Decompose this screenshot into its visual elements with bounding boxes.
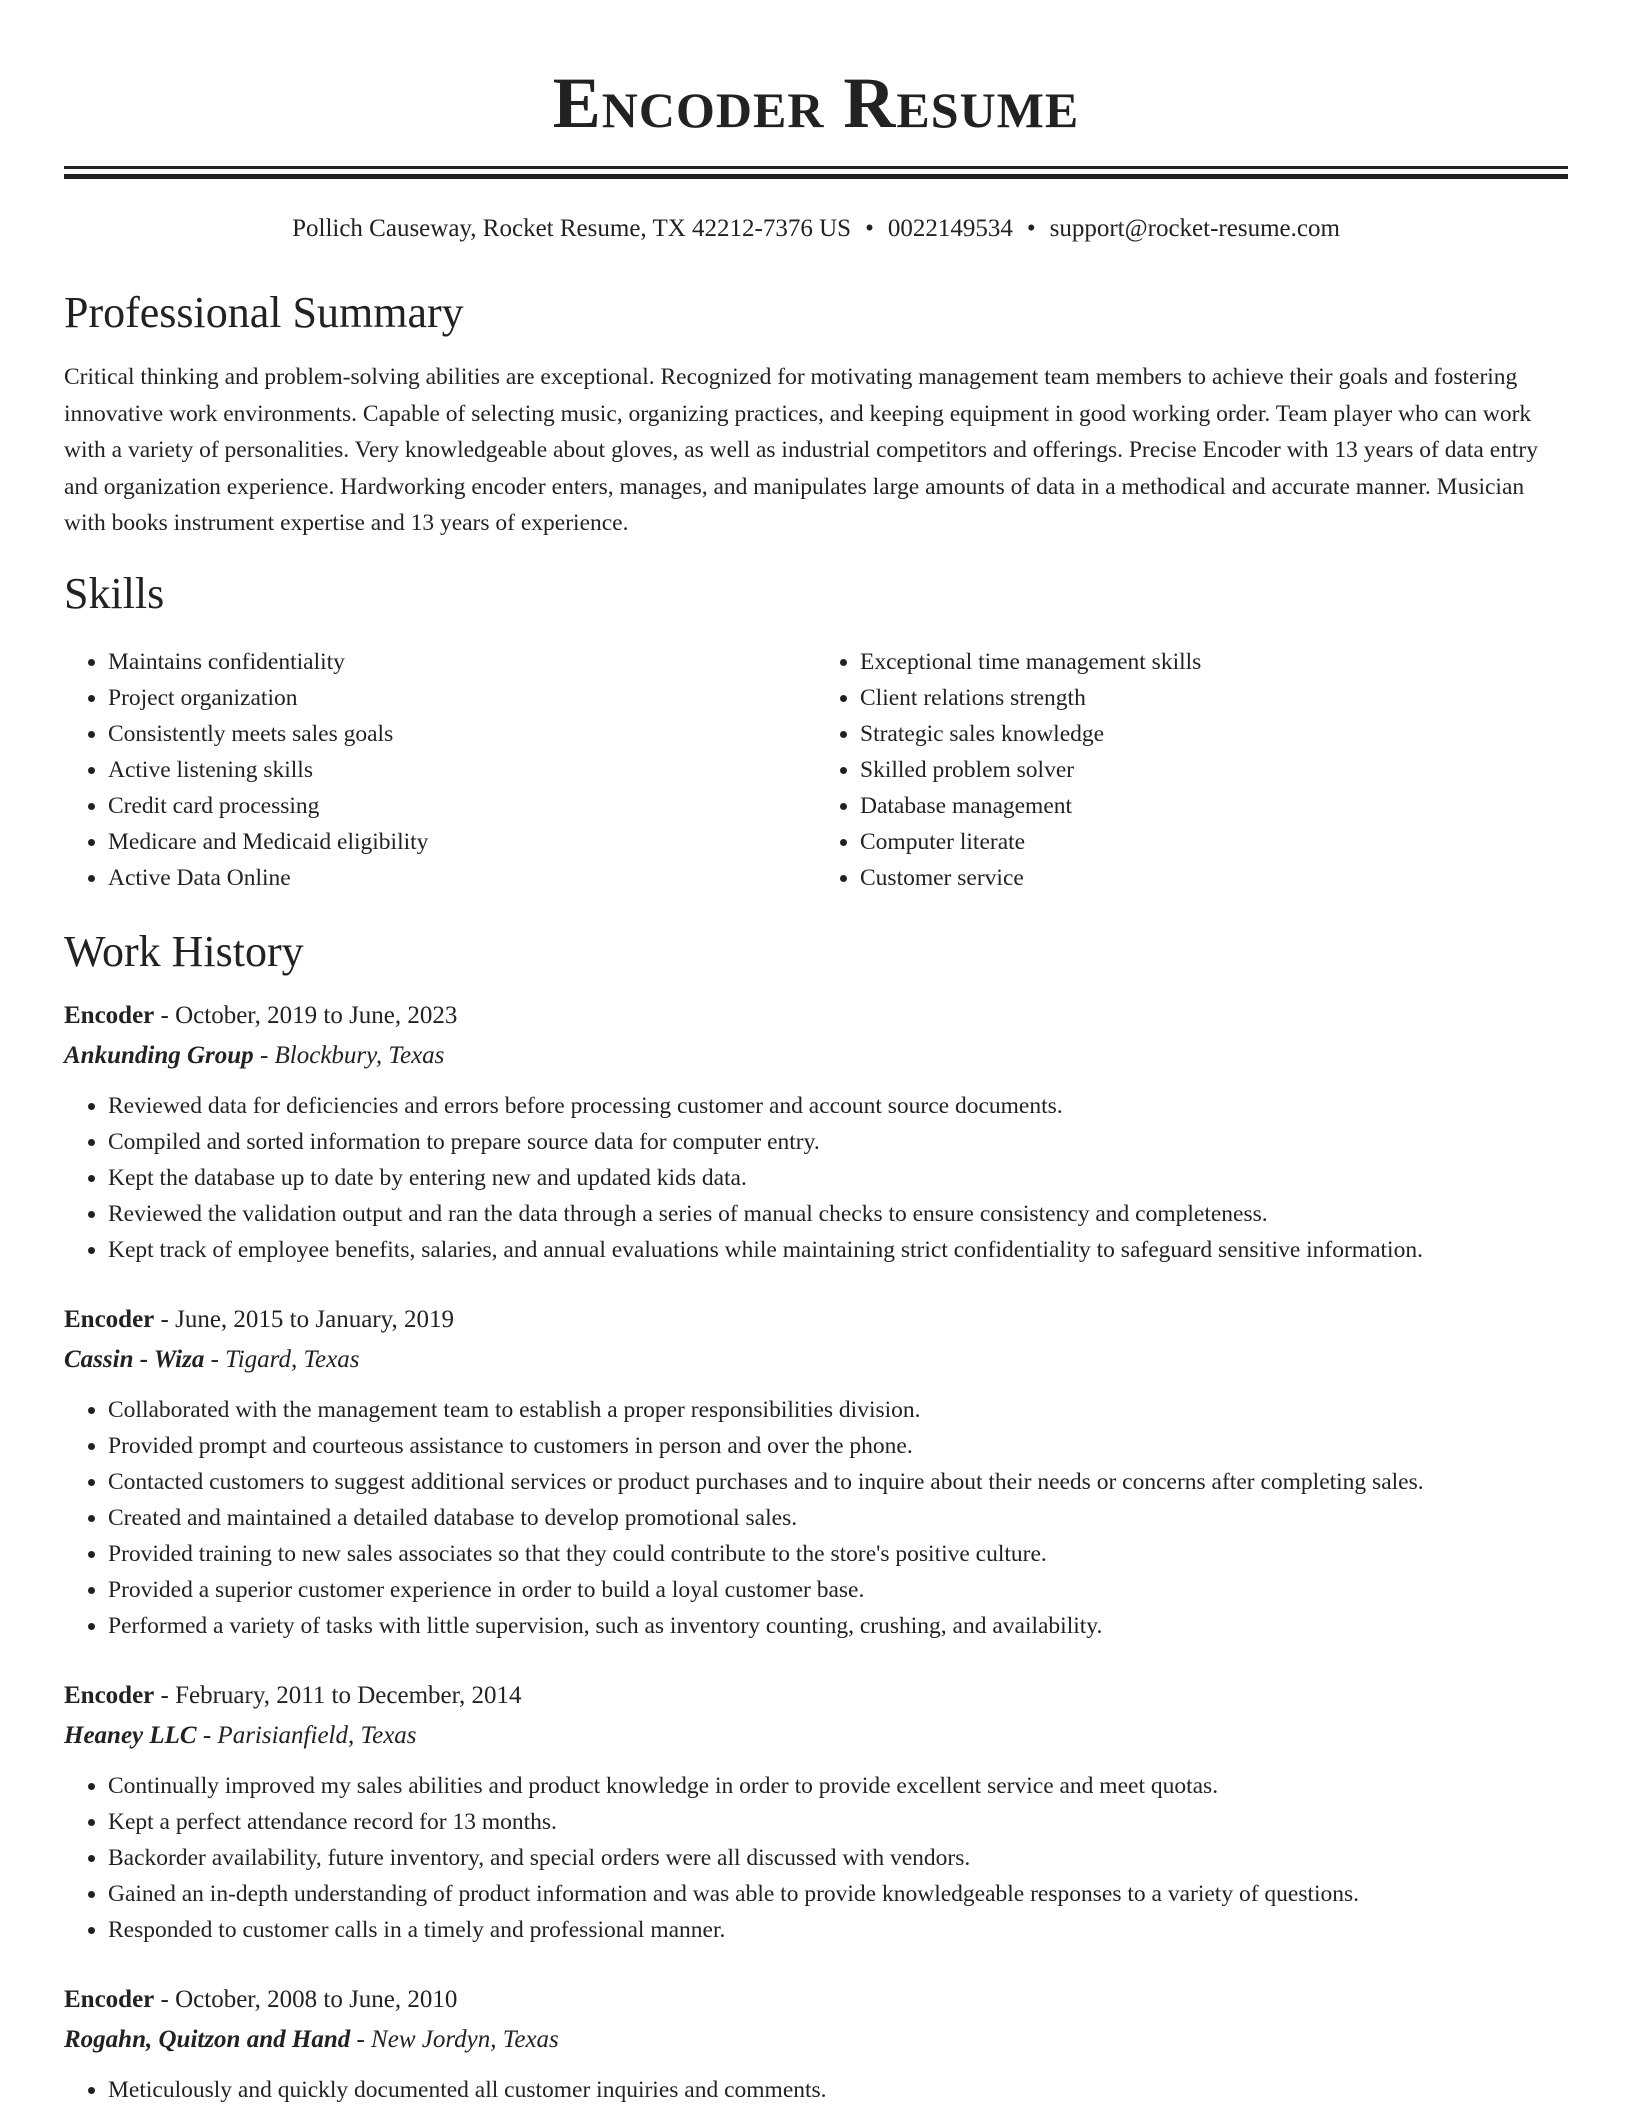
skill-item: • Skilled problem solver [860, 752, 1568, 788]
company-name: Cassin - Wiza [64, 1345, 205, 1373]
contact-phone: 0022149534 [887, 215, 1013, 242]
job-bullet: • Continually improved my sales abilities and product knowledge in order to provide excellent service and meet quotas. [108, 1768, 1568, 1804]
company-location: - Blockbury, Texas [253, 1041, 445, 1069]
job-title-line [64, 1980, 1568, 2020]
summary-text: Critical thinking and problem-solving abilities are exceptional. Recognized for motivating management team members to achieve their goals and fostering innovative work environments. Capable of selecting music, organizing practices, and keeping equipment in good working order. Team player who can work with a variety of personalities. Very knowledgeable about gloves, as well as industrial competitors and offerings. Precise Encoder with 13 years of data entry and organization experience. Hardworking encoder enters, manages, and manipulates large amounts of data in a methodical and accurate manner. Musician with books instrument expertise and 13 years of experience. [64, 364, 1538, 536]
job-bullet: • Kept the database up to date by entering new and updated kids data. [108, 1160, 1568, 1196]
job-bullets [64, 2072, 1568, 2108]
skill-item: • Database management [860, 788, 1568, 824]
contact-separator: • [865, 215, 874, 242]
company-line [64, 2020, 1568, 2060]
job-entry [64, 1980, 1568, 2108]
title-divider [64, 166, 1568, 179]
resume-title: Encoder Resume [552, 63, 1080, 143]
job-title: Encoder [64, 1985, 155, 2013]
job-title-line [64, 1676, 1568, 1716]
job-dates: - February, 2011 to December, 2014 [154, 1681, 522, 1709]
contact-email[interactable]: support@rocket-resume.com [1049, 215, 1340, 242]
job-dates: - October, 2008 to June, 2010 [154, 1985, 458, 2013]
skill-item: • Customer service [860, 860, 1568, 896]
company-line [64, 1340, 1568, 1380]
company-location: - New Jordyn, Texas [350, 2025, 559, 2053]
skill-item: • Credit card processing [108, 788, 816, 824]
job-bullets [64, 1768, 1568, 1948]
work-history-heading: Work History [64, 926, 304, 976]
job-bullet: • Backorder availability, future inventory, and special orders were all discussed with vendors. [108, 1840, 1568, 1876]
job-bullets [64, 1392, 1568, 1644]
company-name: Rogahn, Quitzon and Hand [64, 2025, 351, 2053]
job-bullet: • Responded to customer calls in a timely and professional manner. [108, 1912, 1568, 1948]
job-title-line [64, 1300, 1568, 1340]
job-title-line [64, 996, 1568, 1036]
job-title: Encoder [64, 1001, 155, 1029]
job-bullet: • Contacted customers to suggest additional services or product purchases and to inquire about their needs or concerns after completing sales. [108, 1464, 1568, 1500]
company-name: Ankunding Group [64, 1041, 254, 1069]
skill-item: • Strategic sales knowledge [860, 716, 1568, 752]
skills-list [64, 644, 1568, 896]
company-location: - Tigard, Texas [204, 1345, 360, 1373]
job-bullet: • Provided a superior customer experience in order to build a loyal customer base. [108, 1572, 1568, 1608]
job-dates: - October, 2019 to June, 2023 [154, 1001, 458, 1029]
job-bullet: • Collaborated with the management team to establish a proper responsibilities division. [108, 1392, 1568, 1428]
job-bullet: • Created and maintained a detailed database to develop promotional sales. [108, 1500, 1568, 1536]
contact-separator: • [1026, 215, 1036, 242]
job-entry [64, 1676, 1568, 1948]
company-name: Heaney LLC [64, 1721, 197, 1749]
job-dates: - June, 2015 to January, 2019 [154, 1305, 455, 1333]
job-entry [64, 996, 1568, 1268]
summary-heading: Professional Summary [64, 288, 464, 337]
skill-item: • Active listening skills [108, 752, 816, 788]
job-bullet: • Reviewed data for deficiencies and errors before processing customer and account source documents. [108, 1088, 1568, 1124]
contact-address: Pollich Causeway, Rocket Resume, TX 42212-7376 US [292, 215, 852, 242]
skill-item: • Consistently meets sales goals [108, 716, 816, 752]
job-bullet: • Compiled and sorted information to prepare source data for computer entry. [108, 1124, 1568, 1160]
skills-column-right [816, 644, 1568, 896]
job-bullets [64, 1088, 1568, 1268]
job-bullet: • Kept a perfect attendance record for 13 months. [108, 1804, 1568, 1840]
job-bullet: • Provided training to new sales associates so that they could contribute to the store's positive culture. [108, 1536, 1568, 1572]
job-bullet: • Performed a variety of tasks with little supervision, such as inventory counting, crushing, and availability. [108, 1608, 1568, 1644]
company-line [64, 1716, 1568, 1756]
job-title: Encoder [64, 1305, 155, 1333]
contact-line [64, 209, 1568, 249]
skill-item: • Client relations strength [860, 680, 1568, 716]
company-location: - Parisianfield, Texas [196, 1721, 417, 1749]
skill-item: • Computer literate [860, 824, 1568, 860]
job-bullet: • Provided prompt and courteous assistance to customers in person and over the phone. [108, 1428, 1568, 1464]
skill-item: • Active Data Online [108, 860, 816, 896]
skills-heading: Skills [64, 568, 165, 618]
job-bullet: • Reviewed the validation output and ran the data through a series of manual checks to ensure consistency and completeness. [108, 1196, 1568, 1232]
resume-page [64, 0, 1568, 2108]
skill-item: • Project organization [108, 680, 816, 716]
company-line [64, 1036, 1568, 1076]
job-entry [64, 1300, 1568, 1644]
job-bullet: • Meticulously and quickly documented all customer inquiries and comments. [108, 2072, 1568, 2108]
skill-item: • Exceptional time management skills [860, 644, 1568, 680]
skill-item: • Maintains confidentiality [108, 644, 816, 680]
job-title: Encoder [64, 1681, 155, 1709]
skills-column-left [64, 644, 816, 896]
skill-item: • Medicare and Medicaid eligibility [108, 824, 816, 860]
job-bullet: • Kept track of employee benefits, salaries, and annual evaluations while maintaining strict confidentiality to safeguard sensitive information. [108, 1232, 1568, 1268]
job-bullet: • Gained an in-depth understanding of product information and was able to provide knowledgeable responses to a variety of questions. [108, 1876, 1568, 1912]
